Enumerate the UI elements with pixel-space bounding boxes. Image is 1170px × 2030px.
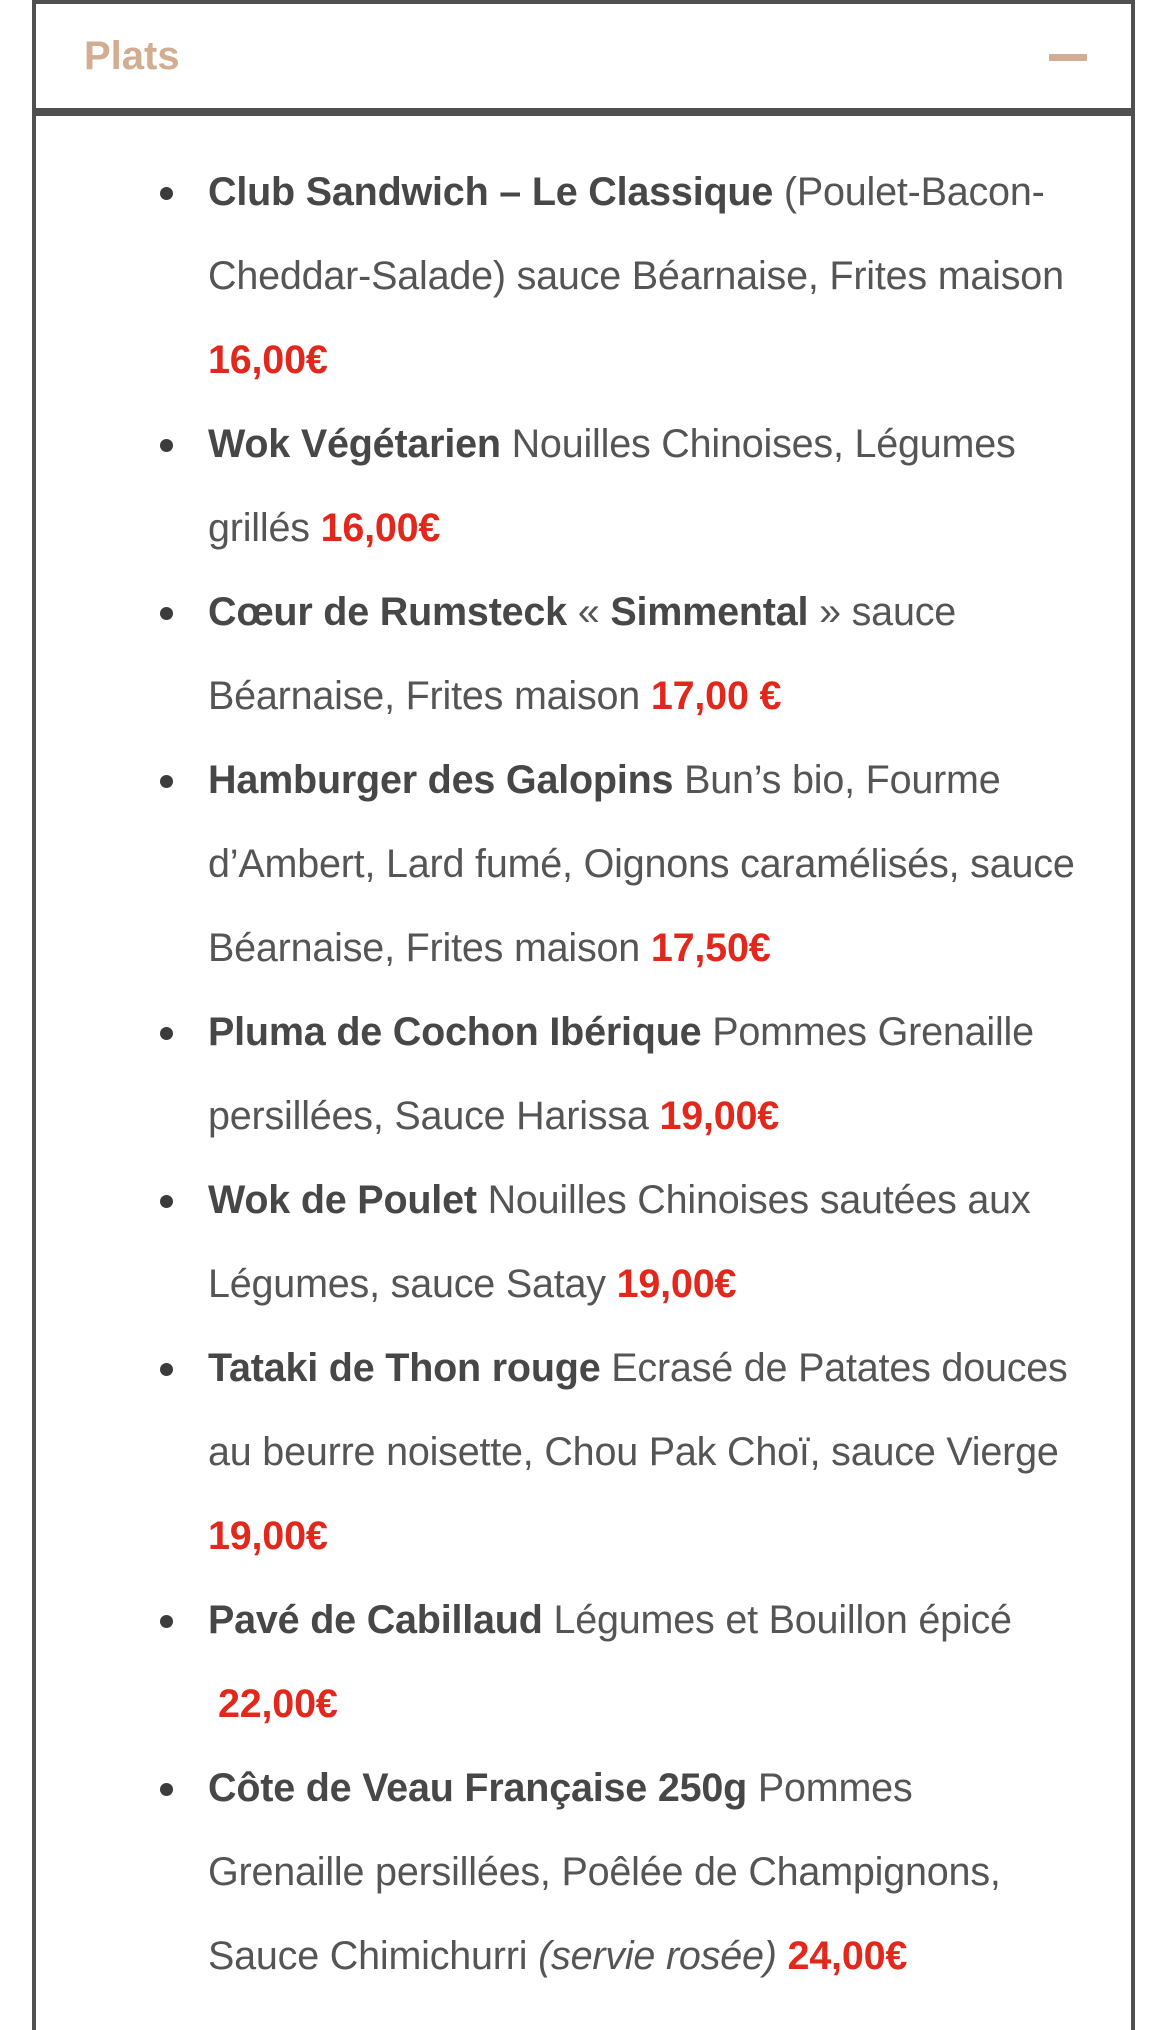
dish-name: Wok Végétarien bbox=[208, 422, 501, 466]
bullet-icon bbox=[160, 775, 173, 788]
list-item bbox=[36, 1578, 1131, 1746]
dish-name: Tataki de Thon rouge bbox=[208, 1346, 601, 1390]
dish-name: Pavé de Cabillaud bbox=[208, 1598, 543, 1642]
bullet-icon bbox=[160, 607, 173, 620]
dish-price: 16,00€ bbox=[320, 506, 441, 550]
dish-description: Ecrasé de Patates douces au beurre noisette, Chou Pak Choï, sauce Vierge bbox=[208, 1346, 1068, 1474]
dish-note: (servie rosée) bbox=[538, 1934, 777, 1978]
bullet-icon bbox=[160, 1027, 173, 1040]
dish-price: 19,00€ bbox=[208, 1514, 328, 1558]
dish-name: Cœur de Rumsteck bbox=[208, 590, 567, 634]
dish-price: 24,00€ bbox=[787, 1934, 908, 1978]
dish-list bbox=[36, 150, 1131, 1998]
bullet-icon bbox=[160, 1783, 173, 1796]
list-item bbox=[36, 990, 1131, 1158]
plats-accordion bbox=[32, 0, 1135, 2030]
dish-description: Pommes Grenaille persillées, Sauce Harissa bbox=[208, 1010, 1034, 1138]
dish-price: 17,50€ bbox=[650, 926, 771, 970]
accordion-header-plats[interactable] bbox=[36, 0, 1131, 116]
dish-name: Wok de Poulet bbox=[208, 1178, 477, 1222]
dish-name-highlight: Simmental bbox=[610, 590, 809, 634]
bullet-icon bbox=[160, 1195, 173, 1208]
bullet-icon bbox=[160, 439, 173, 452]
bullet-icon bbox=[160, 187, 173, 200]
bullet-icon bbox=[160, 1615, 173, 1628]
list-item bbox=[36, 402, 1131, 570]
list-item bbox=[36, 1158, 1131, 1326]
quote-open: « bbox=[577, 590, 600, 634]
bullet-icon bbox=[160, 1363, 173, 1376]
dish-description: Pommes Grenaille persillées, Poêlée de Champignons, Sauce Chimichurri bbox=[208, 1766, 1001, 1978]
collapse-minus-icon[interactable] bbox=[1049, 54, 1087, 61]
dish-price: 19,00€ bbox=[616, 1262, 737, 1306]
list-item bbox=[36, 1746, 1131, 1998]
dish-price: 17,00 € bbox=[650, 674, 782, 718]
dish-price: 16,00€ bbox=[208, 338, 328, 382]
dish-name: Côte de Veau Française 250g bbox=[208, 1766, 748, 1810]
dish-price: 19,00€ bbox=[659, 1094, 780, 1138]
list-item bbox=[36, 570, 1131, 738]
dish-price: 22,00€ bbox=[218, 1682, 338, 1726]
dish-description: Bun’s bio, Fourme d’Ambert, Lard fumé, Oignons caramélisés, sauce Béarnaise, Frites maison bbox=[208, 758, 1075, 970]
dish-description: sauce Béarnaise, Frites maison bbox=[208, 590, 957, 718]
dish-name: Pluma de Cochon Ibérique bbox=[208, 1010, 702, 1054]
list-item bbox=[36, 150, 1131, 402]
section-title: Plats bbox=[84, 34, 180, 78]
dish-description: (Poulet-Bacon-Cheddar-Salade) sauce Béarnaise, Frites maison bbox=[208, 170, 1064, 298]
list-item bbox=[36, 1326, 1131, 1578]
dish-description: Nouilles Chinoises, Légumes grillés bbox=[208, 422, 1016, 550]
dish-description: Nouilles Chinoises sautées aux Légumes, sauce Satay bbox=[208, 1178, 1031, 1306]
dish-description: Légumes et Bouillon épicé bbox=[553, 1598, 1012, 1642]
list-item bbox=[36, 738, 1131, 990]
dish-name: Club Sandwich – Le Classique bbox=[208, 170, 774, 214]
dish-name: Hamburger des Galopins bbox=[208, 758, 674, 802]
quote-close: » bbox=[819, 590, 841, 634]
